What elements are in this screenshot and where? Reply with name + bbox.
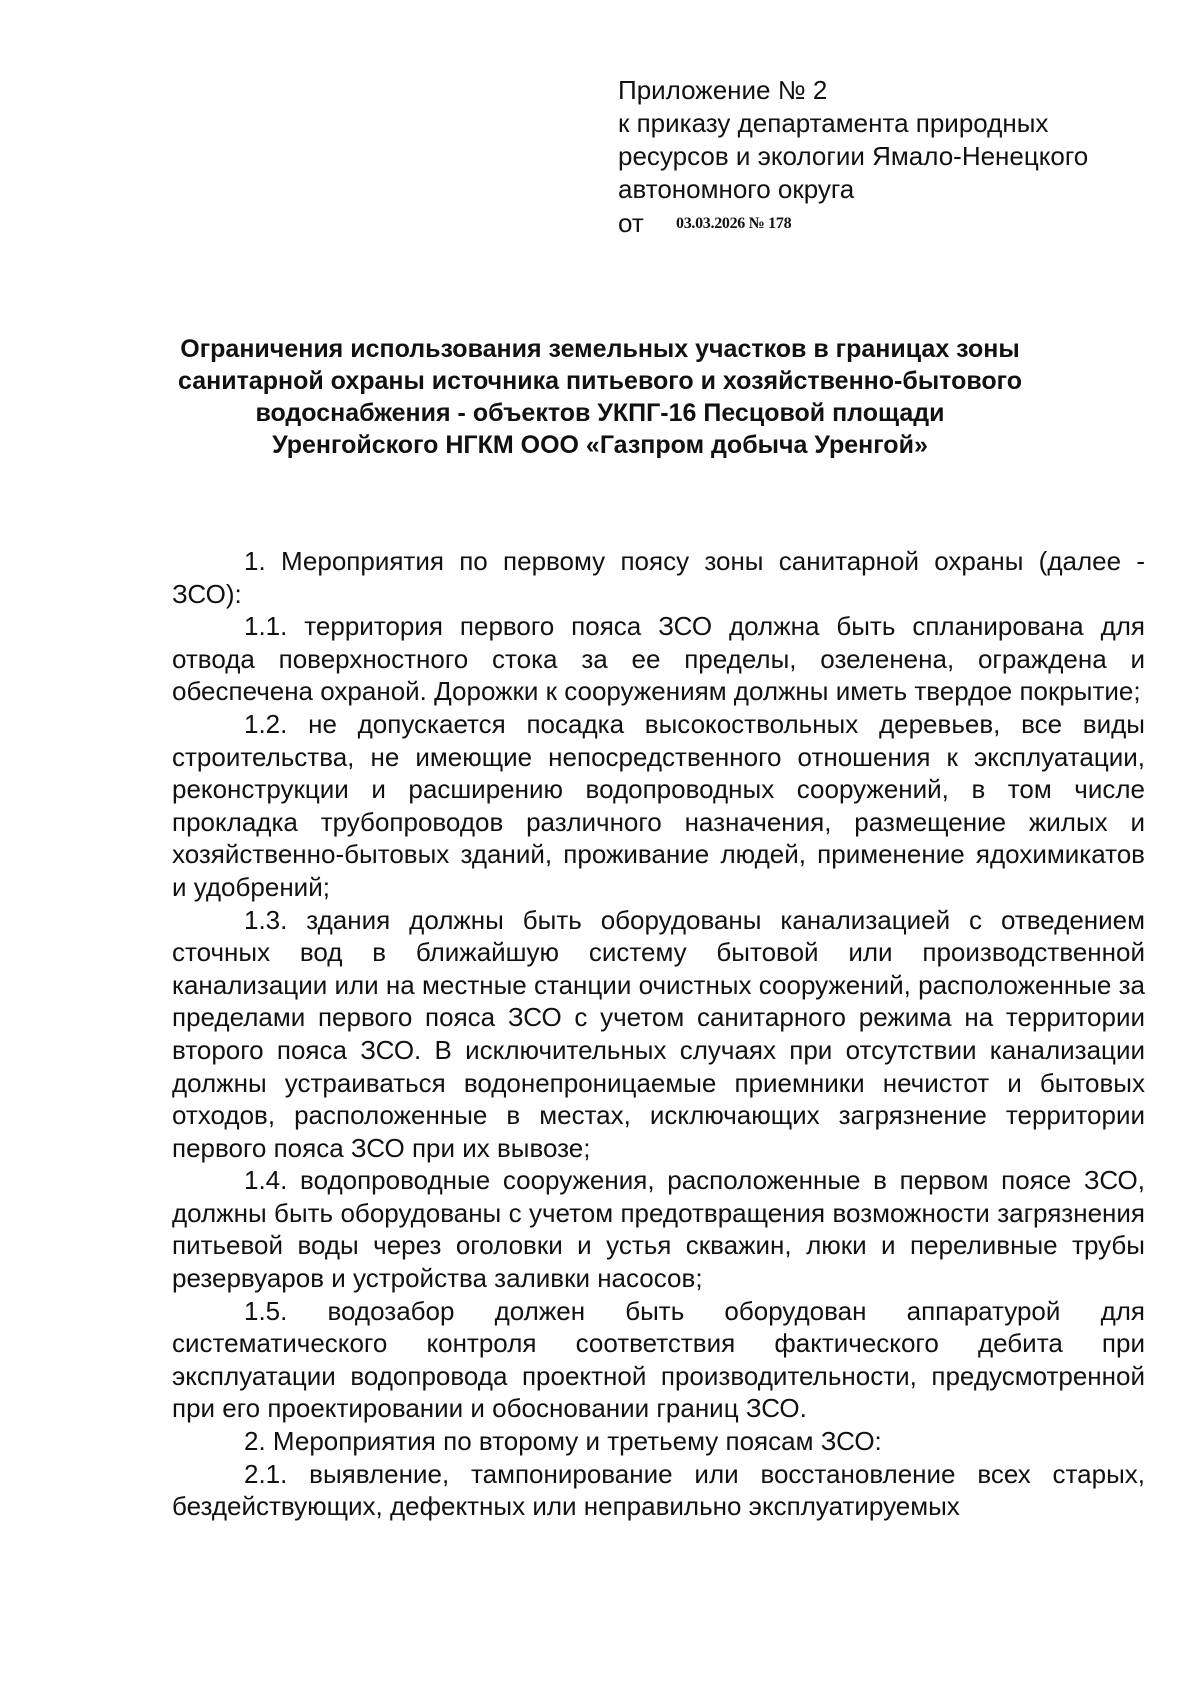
paragraph-2-1: 2.1. выявление, тампонирование или восстановление всех старых, бездействующих, дефектных или неправильно эксплуатируемых: [172, 1458, 1145, 1522]
date-prefix: от: [618, 208, 644, 238]
appendix-order-line: к приказу департамента природных: [618, 108, 1049, 138]
paragraph-1-2: 1.2. не допускается посадка высокоствольных деревьев, все виды строительства, не имеющие непосредственного отношения к эксплуатации, реконструкции и расширению водопроводных сооружений, в том числе прокладка трубопроводов различного назначения, размещение жилых и хозяйственно-бытовых зданий, проживание людей, применение ядохимикатов и удобрений;: [172, 708, 1145, 902]
document-title: [150, 333, 1050, 461]
paragraph-1-3: 1.3. здания должны быть оборудованы канализацией с отведением сточных вод в ближайшую систему бытовой или производственной канализации или на местные станции очистных сооружений, расположенные за пределами первого пояса ЗСО с учетом санитарного режима на территории второго пояса ЗСО. В исключительных случаях при отсутствии канализации должны устраиваться водонепроницаемые приемники нечистот и бытовых отходов, расположенные в местах, исключающих загрязнение территории первого пояса ЗСО при их вывозе;: [172, 904, 1145, 1163]
paragraph-2: 2. Мероприятия по второму и третьему поясам ЗСО:: [244, 1426, 882, 1457]
appendix-region-line: автономного округа: [618, 174, 855, 204]
title-line-4: Уренгойского НГКМ ООО «Газпром добыча Уренгой»: [272, 431, 928, 459]
paragraph-1-5: 1.5. водозабор должен быть оборудован аппаратурой для систематического контроля соответствия фактического дебита при эксплуатации водопровода проектной производительности, предусмотренной при его проектировании и обосновании границ ЗСО.: [172, 1295, 1145, 1424]
appendix-number: Приложение № 2: [618, 75, 828, 105]
document-body: [172, 545, 1145, 1523]
appendix-date-line: [618, 207, 1138, 244]
paragraph-1-4: 1.4. водопроводные сооружения, расположенные в первом поясе ЗСО, должны быть оборудованы с учетом предотвращения возможности загрязнения питьевой воды через оголовки и устья скважин, люки и переливные трубы резервуаров и устройства заливки насосов;: [172, 1165, 1145, 1294]
order-date-stamp: 03.03.2026 № 178: [676, 215, 792, 232]
appendix-header: [618, 74, 1138, 244]
paragraph-1: 1. Мероприятия по первому поясу зоны санитарной охраны (далее - ЗСО):: [172, 546, 1145, 609]
title-line-3: водоснабжения - объектов УКПГ-16 Песцовой площади: [255, 399, 945, 427]
appendix-department-line: ресурсов и экологии Ямало-Ненецкого: [618, 141, 1089, 171]
title-line-2: санитарной охраны источника питьевого и хозяйственно-бытового: [177, 367, 1023, 395]
paragraph-1-1: 1.1. территория первого пояса ЗСО должна быть спланирована для отвода поверхностного стока за ее пределы, озеленена, ограждена и обеспечена охраной. Дорожки к сооружениям должны иметь твердое покрытие;: [172, 611, 1145, 707]
title-line-1: Ограничения использования земельных участков в границах зоны: [180, 335, 1020, 363]
